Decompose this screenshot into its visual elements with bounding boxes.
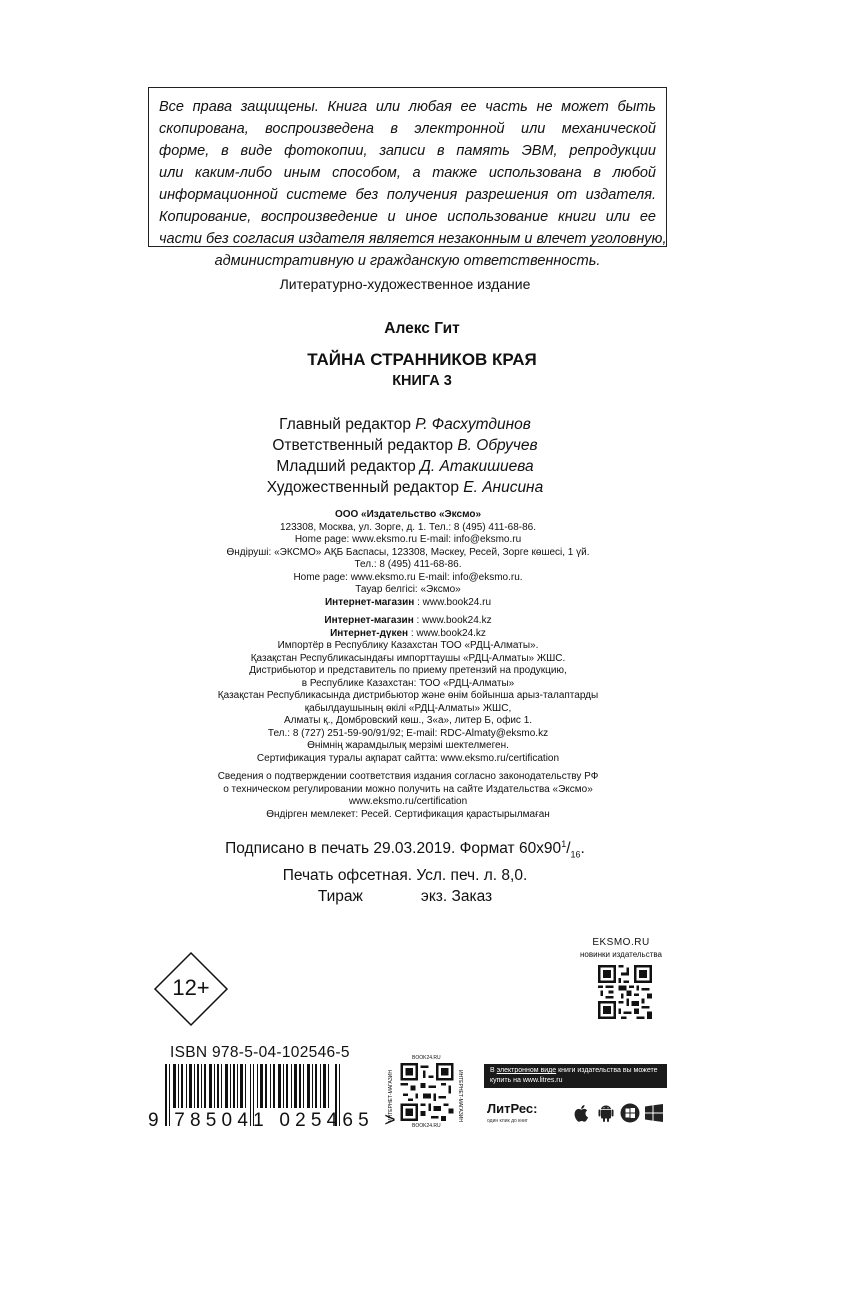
imprint-line: Қазақстан Республикасындағы импорттаушы «РДЦ-Алматы» ЖШС.	[250, 652, 566, 664]
imprint-line: Өнімнің жарамдылық мерзімі шектелмеген.	[307, 740, 509, 751]
editor-line	[180, 414, 630, 435]
editor-line	[180, 456, 630, 477]
imprint-line: Дистрибьютор и представитель по приему претензий на продукцию,	[249, 665, 567, 676]
cert-line: о техническом регулировании можно получить на сайте Издательства «Эксмо»	[223, 783, 593, 795]
editor-name: В. Обручев	[457, 437, 538, 454]
rights-line: части без согласия издателя является незаконным и влечет уголовную,	[159, 231, 667, 247]
shop-line	[180, 615, 636, 628]
cert-line: Өндірген мемлекет: Ресей. Сертификация қарастырылмаған	[266, 808, 550, 820]
rights-line: скопирована, воспроизведена в электронной или механической	[159, 121, 656, 137]
editors-list	[180, 414, 630, 498]
book24-qr-code-icon[interactable]	[400, 1063, 454, 1121]
editor-role: Художественный редактор	[266, 479, 459, 496]
age-rating-badge	[153, 951, 229, 1027]
cert-line: www.eksmo.ru/certification	[348, 796, 468, 807]
imprint-line: Алматы қ., Домбровский көш., 3«а», литер Б, офис 1.	[283, 715, 533, 726]
litres-tagline: один клик до книг	[487, 1118, 528, 1124]
publisher-address: 123308, Москва, ул. Зорге, д. 1. Тел.: 8 (495) 411-68-86.	[279, 521, 537, 533]
book24-qr-top-label: BOOK24.RU	[412, 1055, 441, 1061]
shop-label: Интернет-магазин	[324, 596, 415, 608]
litres-banner-post: книги издательства вы можете купить на www.litres.ru	[490, 1067, 658, 1084]
editor-role: Главный редактор	[279, 416, 411, 433]
author-name: Алекс Гит	[384, 320, 460, 337]
rights-line: или каким-либо иным способом, а также использована в любой	[159, 165, 656, 181]
age-rating-text: 12+	[172, 975, 210, 1000]
publisher-name: ООО «Издательство «Эксмо»	[334, 509, 482, 520]
imprint-line: Тел.: 8 (727) 251-59-90/91/92; E-mail: RDC-Almaty@eksmo.kz	[267, 727, 549, 739]
shop-url: : www.book24.kz	[408, 627, 486, 639]
litres-banner-link[interactable]: электронном виде	[496, 1067, 557, 1074]
litres-banner-pre: В	[490, 1067, 497, 1074]
isbn-label: ISBN 978-5-04-102546-5	[170, 1044, 350, 1061]
shop-label: Интернет-магазин	[324, 615, 414, 626]
imprint-line: қабылдаушының өкілі «РДЦ-Алматы» ЖШС,	[304, 702, 512, 714]
kz-web: Home page: www.eksmo.ru E-mail: info@eksmo.ru.	[293, 571, 523, 583]
print-line-3	[180, 886, 630, 907]
kz-phone: Тел.: 8 (495) 411-68-86.	[354, 559, 462, 570]
genre-label: Литературно-художественное издание	[279, 276, 531, 292]
editor-name: Р. Фасхутдинов	[415, 416, 531, 433]
rights-line: информационной системе без получения разрешения от издателя.	[159, 187, 656, 203]
imprint-block	[180, 509, 636, 821]
imprint-line: в Республике Казахстан: ТОО «РДЦ-Алматы»	[301, 677, 515, 689]
editor-name: Д. Атакишиева	[420, 458, 534, 475]
print-line-2: Печать офсетная. Усл. печ. л. 8,0.	[282, 867, 528, 885]
rights-line: Все права защищены. Книга или любая ее часть не может быть	[159, 99, 656, 115]
book24-qr-bottom-label: BOOK24.RU	[412, 1123, 441, 1129]
print-info	[180, 834, 630, 907]
rights-line: административную и гражданскую ответственность.	[214, 253, 601, 269]
editor-role: Младший редактор	[276, 458, 416, 475]
book-title: ТАЙНА СТРАННИКОВ КРАЯ	[307, 350, 537, 369]
book-number: КНИГА 3	[392, 373, 452, 389]
shop-line	[180, 597, 636, 610]
format-numerator: 1	[561, 839, 567, 849]
format-denominator: 16	[570, 849, 581, 860]
rights-notice-box	[148, 87, 667, 269]
windows-icon[interactable]	[644, 1103, 664, 1123]
barcode-digits: 9 785041 025465 >	[148, 1110, 401, 1131]
editor-line	[180, 435, 630, 456]
shop-line	[180, 628, 636, 641]
book24-qr-left-label: ИНТЕРНЕТ-МАГАЗИН	[388, 1070, 394, 1122]
editor-line	[180, 477, 630, 498]
cert-line: Сведения о подтверждении соответствия издания согласно законодательству РФ	[217, 771, 599, 782]
trademark: Тауар белгісі: «Эксмо»	[355, 584, 461, 595]
kz-producer: Өндіруші: «ЭКСМО» АҚБ Баспасы, 123308, Мәскеу, Ресей, Зорге көшесі, 1 үй.	[226, 546, 590, 558]
litres-banner[interactable]	[484, 1064, 667, 1088]
apple-icon[interactable]	[572, 1103, 592, 1123]
order-label: экз. Заказ	[420, 888, 493, 906]
editor-name: Е. Анисина	[463, 479, 544, 496]
shop-label: Интернет-дүкен	[330, 627, 409, 639]
imprint-line: Қазақстан Республикасында дистрибьютор және өнім бойынша арыз-талаптарды	[217, 690, 599, 701]
imprint-line: Сертификация туралы ақпарат сайтта: www.eksmo.ru/certification	[256, 752, 560, 764]
print-line-1: Подписано в печать 29.03.2019. Формат $60x90^1/_{16}$.	[225, 839, 585, 860]
android-icon[interactable]	[596, 1103, 616, 1123]
eksmo-qr-code-icon[interactable]	[598, 965, 652, 1019]
publisher-web: Home page: www.eksmo.ru E-mail: info@eksmo.ru	[294, 534, 522, 545]
editor-role: Ответственный редактор	[272, 437, 454, 454]
store-icons	[572, 1102, 664, 1124]
eksmo-news-caption: новинки издательства	[580, 950, 662, 959]
circulation-label: Тираж	[317, 888, 363, 906]
litres-logo[interactable]: ЛитРес:	[487, 1101, 538, 1116]
eksmo-site-label: EKSMO.RU	[592, 937, 650, 948]
rights-line: форме, в виде фотокопии, записи в память ЭВМ, репродукции	[159, 143, 656, 159]
shop-url: : www.book24.ru	[414, 596, 492, 608]
imprint-line: Импортёр в Республику Казахстан ТОО «РДЦ-Алматы».	[277, 640, 539, 651]
shop-url: : www.book24.kz	[413, 615, 492, 626]
book24-qr-right-label: ИНТЕРНЕТ-МАГАЗИН	[457, 1070, 463, 1122]
print-signed: Подписано в печать 29.03.2019. Формат 60x90	[225, 840, 562, 858]
windows-phone-icon[interactable]	[620, 1103, 640, 1123]
rights-line: Копирование, воспроизведение и иное использование книги или ее	[159, 209, 656, 225]
